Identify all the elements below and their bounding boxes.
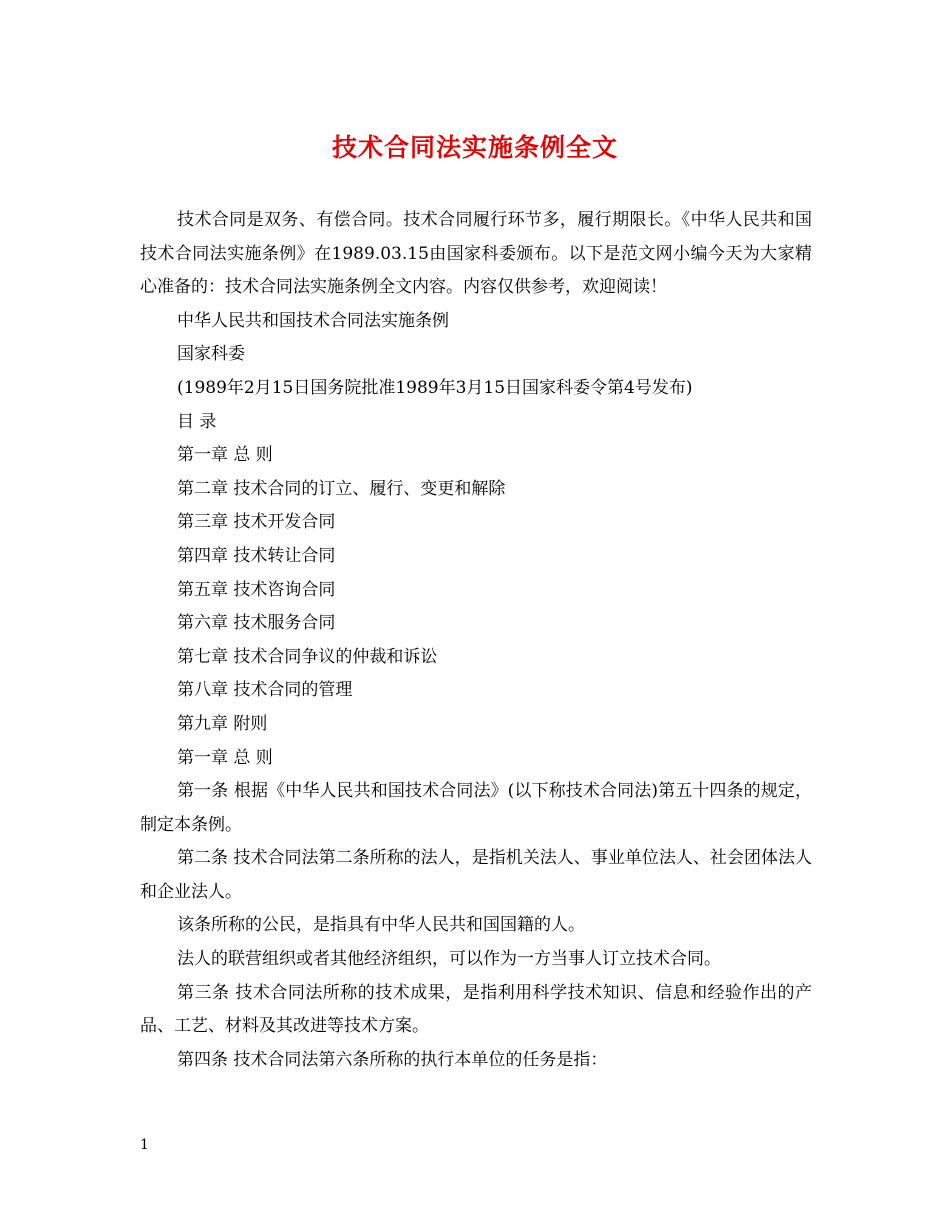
paragraph: 该条所称的公民，是指具有中华人民共和国国籍的人。 bbox=[177, 915, 585, 936]
paragraph: 中华人民共和国技术合同法实施条例 bbox=[177, 310, 449, 331]
paragraph: 第二章 技术合同的订立、履行、变更和解除 bbox=[177, 478, 506, 499]
paragraph: 第八章 技术合同的管理 bbox=[177, 680, 353, 701]
document-title: 技术合同法实施条例全文 bbox=[331, 133, 618, 162]
paragraph: 法人的联营组织或者其他经济组织，可以作为一方当事人订立技术合同。 bbox=[177, 949, 721, 970]
paragraph: 第一章 总 则 bbox=[177, 445, 273, 466]
paragraph: 技术合同是双务、有偿合同。技术合同履行环节多，履行期限长。《中华人民共和国技术合同法实施条例》在1989.03.15由国家科委颁布。以下是范文网小编今天为大家精心准备的：技术合同法实施条例全文内容。内容仅供参考，欢迎阅读！ bbox=[140, 210, 812, 298]
paragraph: 第六章 技术服务合同 bbox=[177, 613, 336, 634]
paragraph: 国家科委 bbox=[177, 344, 245, 365]
paragraph: 第三条 技术合同法所称的技术成果，是指利用科学技术知识、信息和经验作出的产品、工艺、材料及其改进等技术方案。 bbox=[140, 982, 812, 1037]
document-body bbox=[140, 204, 812, 1077]
paragraph: 目 录 bbox=[177, 411, 217, 432]
paragraph: 第七章 技术合同争议的仲裁和诉讼 bbox=[177, 646, 438, 667]
paragraph: (1989年2月15日国务院批准1989年3月15日国家科委令第4号发布) bbox=[177, 377, 693, 398]
paragraph: 第四条 技术合同法第六条所称的执行本单位的任务是指： bbox=[177, 1049, 608, 1070]
paragraph: 第五章 技术咨询合同 bbox=[177, 579, 336, 600]
paragraph: 第九章 附则 bbox=[177, 713, 268, 734]
paragraph: 第四章 技术转让合同 bbox=[177, 545, 336, 566]
paragraph: 第一条 根据《中华人民共和国技术合同法》(以下称技术合同法)第五十四条的规定，制定本条例。 bbox=[140, 781, 812, 835]
page-number: 1 bbox=[140, 1137, 149, 1153]
paragraph: 第一章 总 则 bbox=[177, 747, 273, 768]
paragraph: 第三章 技术开发合同 bbox=[177, 512, 336, 533]
paragraph: 第二条 技术合同法第二条所称的法人，是指机关法人、事业单位法人、社会团体法人和企业法人。 bbox=[140, 848, 812, 902]
